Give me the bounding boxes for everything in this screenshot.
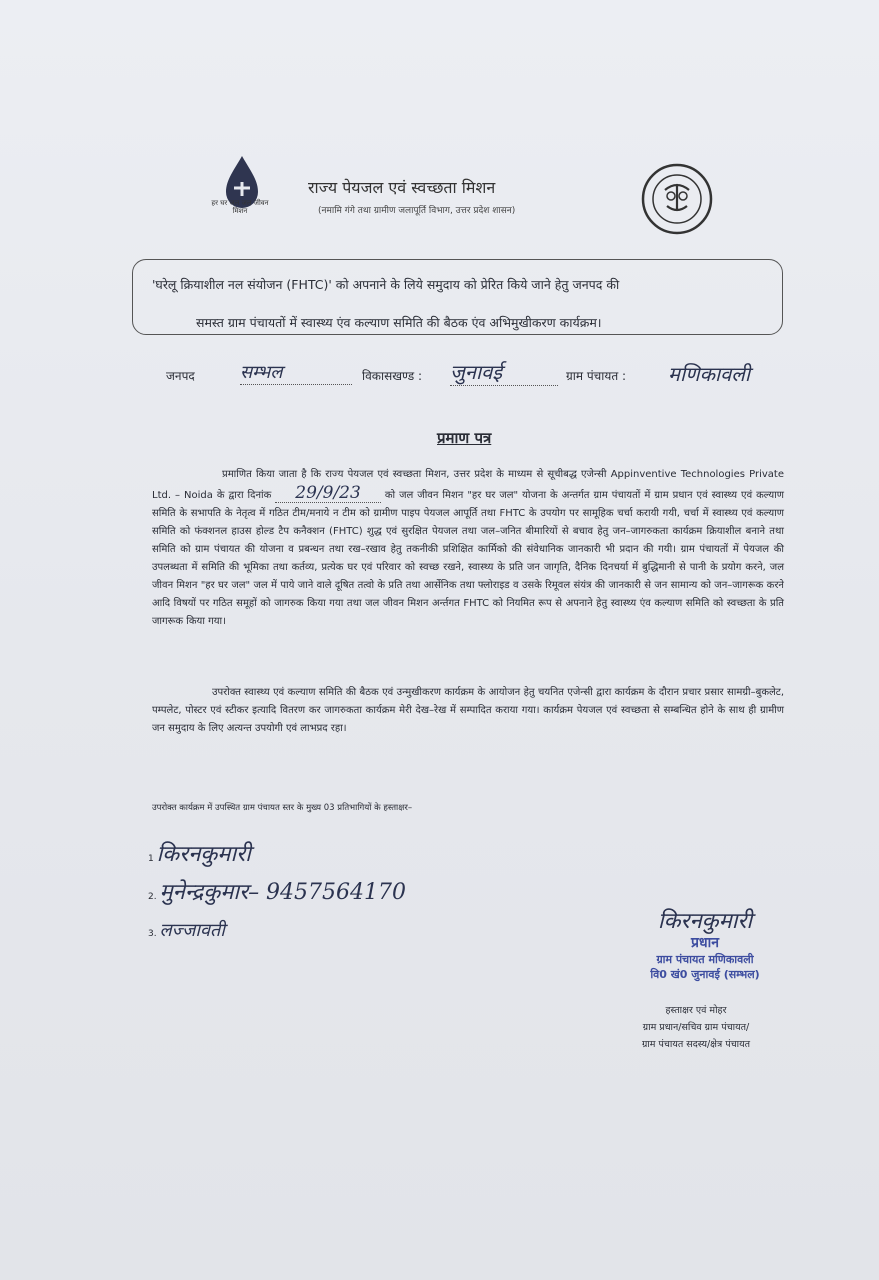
pradhan-signature-block xyxy=(610,905,800,982)
paragraph-2-text: उपरोक्त स्वास्थ्य एवं कल्याण समिति की बैठक एवं उन्मुखीकरण कार्यक्रम के आयोजन हेतु चयनित एजेन्सी द्वारा कार्यक्रम के दौरान प्रचार प्रसार सामग्री–बुकलेट, पम्पलेट, पोस्टर एवं स्टीकर इत्यादि वितरण कर जागरुकता कार्यक्रम मेरी देख–रेख में सम्पादित कराया गया। कार्यक्रम पेयजल एवं स्वच्छता से सम्बन्धित होने के साथ ही ग्रामीण जन समुदाय के लिए अत्यन्त उपयोगी एवं लाभप्रद रहा। xyxy=(152,687,784,734)
participant-3-signature: लज्जावती xyxy=(159,920,225,941)
signatory-label-2: ग्राम प्रधान/सचिव ग्राम पंचायत/ xyxy=(642,1022,750,1033)
participants-note: उपरोक्त कार्यक्रम में उपस्थित ग्राम पंचायत स्तर के मुख्य 03 प्रतिभागियों के हस्ताक्षर– xyxy=(152,803,413,813)
gram-panchayat-value: मणिकावली xyxy=(668,362,750,386)
certificate-heading: प्रमाण पत्र xyxy=(437,429,492,447)
participant-1-number: 1 xyxy=(148,854,154,864)
participant-3 xyxy=(148,918,225,942)
department-title: राज्य पेयजल एवं स्वच्छता मिशन xyxy=(308,178,496,197)
participant-1-signature: किरनकुमारी xyxy=(156,842,251,867)
participant-2-number: 2. xyxy=(148,892,157,902)
paragraph-1-start: प्रमाणित किया जाता है कि राज्य पेयजल एवं स्वच्छता मिशन, उत्तर प्रदेश के माध्यम से सूचीबद्ध एजेन्सी Appinventive Technologies Private Ltd. – Noida के द्वारा दिनांक xyxy=(152,469,784,501)
janpad-label: जनपद xyxy=(166,369,195,383)
participant-2 xyxy=(148,876,406,906)
logo-caption: हर घर जल जल जीवन मिशन xyxy=(211,199,269,215)
program-date: 29/9/23 xyxy=(275,484,381,503)
pradhan-signature: किरनकुमारी xyxy=(657,909,753,934)
paragraph-1-rest: को जल जीवन मिशन "हर घर जल" योजना के अन्तर्गत ग्राम पंचायतों में ग्राम प्रधान एवं स्वास्थ्य एवं कल्याण समिति के सभापति के नेतृत्व में गठित टीम/मनाये न टीम को ग्रामीण पाइप पेयजल आपूर्ति तथा FHTC के उपयोग पर सामूहिक चर्चा करायी गयी, चर्चा में स्वास्थ्य एवं कल्याण समिति को फंक्शनल हाउस होल्ड टैप कनैक्शन (FHTC) शुद्ध एवं सुरक्षित पेयजल तथा जल–जनित बीमारियों से बचाव हेतु जन–जागरुकता कार्यक्रम क्रियाशील बनाने तथा समिति को ग्राम पंचायत की योजना व प्रबन्धन तथा रख–रखाव हेतु तकनीकी प्रशिक्षित कार्मिको की संवेधानिक जानकारी भी प्रदान की गयी। ग्राम पंचायतों में पेयजल की उपलब्धता में समिति की भूमिका तथा कर्तव्य, प्रत्येक घर एवं परिवार को स्वच्छ रखने, स्वास्थ्य के प्रति जन जागृति, दैनिक दिनचर्या में बुद्धिमानी से पानी के प्रयोग करने, जल जीवन मिशन "हर घर जल" जल में पाये जाने वाले दूषित तत्वो के प्रति तथा आर्सेनिक तथा फ्लोराइड व उसके रिमूवल संयंत्र की जानकारी से जन सामान्य को जन–जागरूक करने आदि विषयों पर गठित समूहों को जागरुक किया गया तथा जल जीवन मिशन अर्न्तगत FHTC को नियमित रूप से अपनाने हेतु स्वास्थ्य एंव कल्याण समिति को स्वच्छता के प्रति जागरूक किया गया। xyxy=(152,490,784,627)
janpad-value: सम्भल xyxy=(240,360,352,385)
stamp-line-2: ग्राम पंचायत मणिकावली xyxy=(656,953,754,966)
program-title-line-2: समस्त ग्राम पंचायतों में स्वास्थ्य एंव कल्याण समिति की बैठक एंव अभिमुखीकरण कार्यक्रम। xyxy=(196,315,602,330)
vikaskhand-label: विकासखण्ड : xyxy=(362,369,423,383)
body-paragraph-2 xyxy=(152,684,784,738)
stamp-line-3: वि0 खं0 जुनावई (सम्भल) xyxy=(650,968,760,981)
program-title-line-1: 'घरेलू क्रियाशील नल संयोजन (FHTC)' को अपनाने के लिये समुदाय को प्रेरित किये जाने हेतु जनपद की xyxy=(152,277,620,292)
department-subtitle: (नमामि गंगे तथा ग्रामीण जलापूर्ति विभाग, उत्तर प्रदेश शासन) xyxy=(318,206,516,216)
participant-2-signature: मुनेन्द्रकुमार– 9457564170 xyxy=(159,880,407,905)
signatory-label-1: हस्ताक्षर एवं मोहर xyxy=(665,1005,727,1016)
vikaskhand-value: जुनावई xyxy=(450,358,558,386)
gram-panchayat-label: ग्राम पंचायत : xyxy=(566,369,627,383)
body-paragraph-1 xyxy=(152,466,784,631)
stamp-line-1: प्रधान xyxy=(691,935,719,951)
participant-1 xyxy=(148,838,251,868)
signatory-label-3: ग्राम पंचायत सदस्य/क्षेत्र पंचायत xyxy=(641,1039,751,1050)
government-seal-icon xyxy=(638,162,716,236)
jal-jeevan-mission-logo xyxy=(212,152,272,232)
participant-3-number: 3. xyxy=(148,929,157,939)
